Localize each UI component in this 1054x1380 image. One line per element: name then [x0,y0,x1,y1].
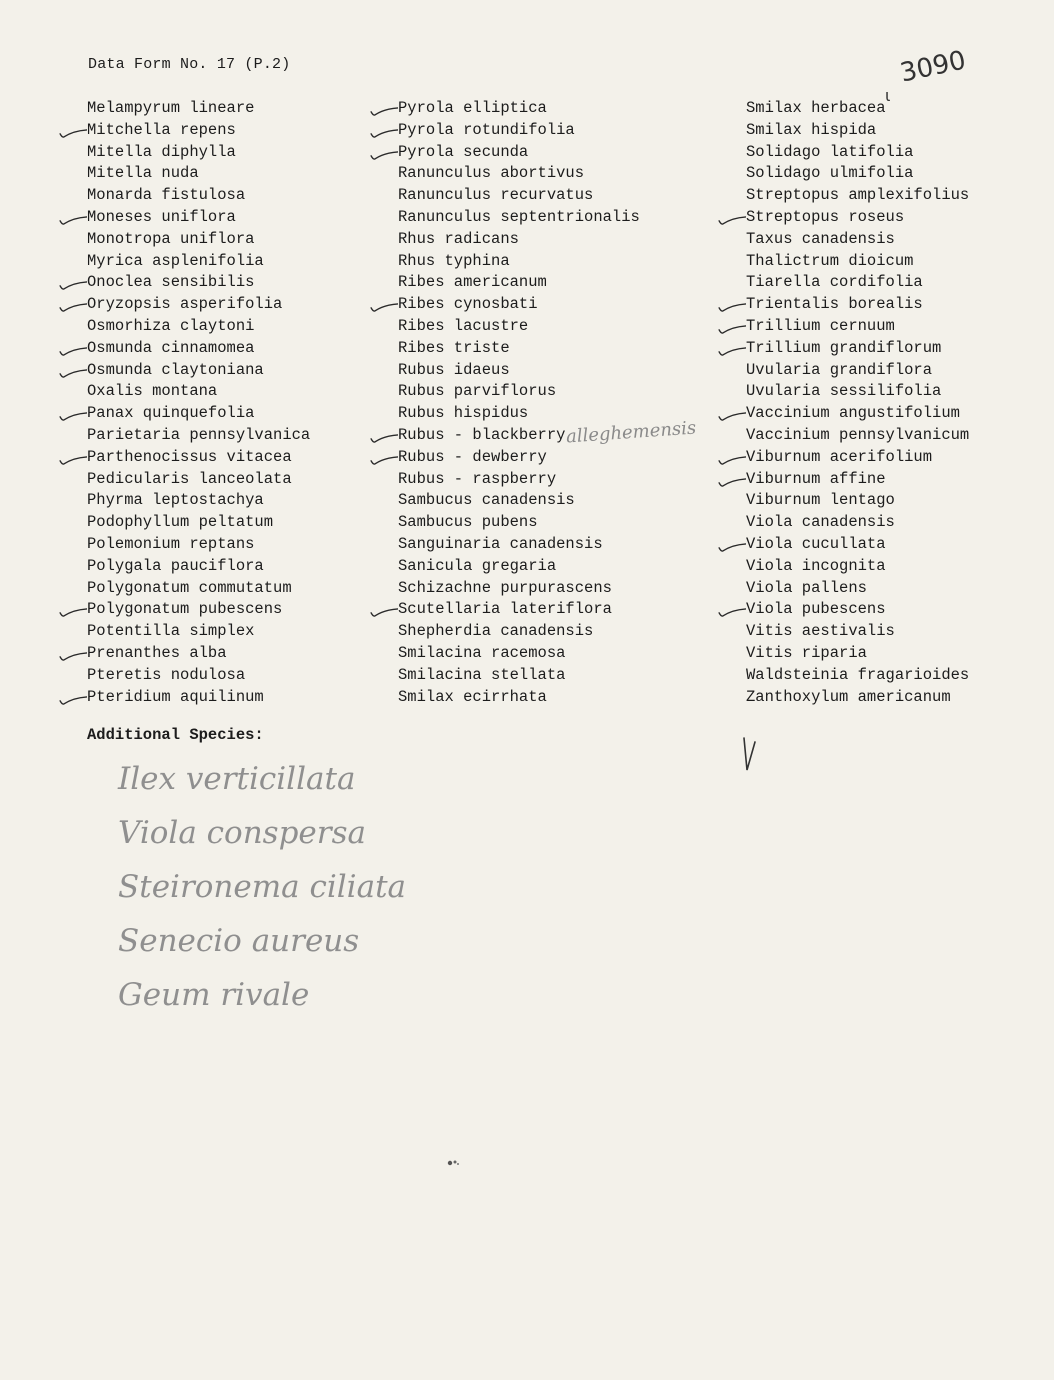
handwritten-species: Viola conspersa [118,815,366,851]
species-row [87,447,310,469]
species-name: Polygonatum commutatum [87,578,292,597]
species-name: Vaccinium angustifolium [746,404,960,423]
species-row [398,643,640,665]
species-row [746,142,969,164]
species-row [746,599,969,621]
check-mark-icon [57,403,87,425]
species-row [87,556,310,578]
species-row [746,251,969,273]
species-row [87,490,310,512]
species-row [87,251,310,273]
species-row [87,665,310,687]
species-column-1 [87,98,310,708]
species-row [398,469,640,491]
species-row [87,687,310,709]
species-name: Trientalis borealis [746,295,923,314]
species-name: Trillium cernuum [746,316,895,335]
species-name: Smilax hispida [746,120,877,139]
species-row [746,207,969,229]
species-row [87,512,310,534]
species-name: Pyrola secunda [398,142,529,161]
species-row [746,294,969,316]
species-row [398,207,640,229]
species-row [398,185,640,207]
check-mark-icon [57,687,87,709]
check-mark-icon [57,294,87,316]
species-row [398,599,640,621]
species-row [746,425,969,447]
species-row [398,447,640,469]
check-mark-icon [740,734,760,779]
species-name: Ranunculus septentrionalis [398,207,640,226]
species-name: Solidago ulmifolia [746,164,914,183]
species-name: Smilacina stellata [398,665,566,684]
species-name: Taxus canadensis [746,229,895,248]
species-row [746,338,969,360]
species-row [398,294,640,316]
species-row [87,163,310,185]
species-name: Pteretis nodulosa [87,665,246,684]
species-row [746,316,969,338]
species-name: Smilax herbacea [746,99,886,117]
species-name: Sanicula gregaria [398,556,557,575]
species-name: Viola incognita [746,556,886,575]
species-row [87,120,310,142]
check-mark-icon [716,599,746,621]
species-name: Viola canadensis [746,513,895,532]
species-name: Smilax ecirrhata [398,687,547,706]
species-name: Osmunda claytoniana [87,360,264,379]
species-name: Zanthoxylum americanum [746,687,951,706]
handwritten-species-list [118,752,406,1022]
species-row [398,229,640,251]
check-mark-icon [368,447,398,469]
check-mark-icon [57,120,87,142]
species-name: Waldsteinia fragarioides [746,665,970,684]
species-row [746,512,969,534]
species-row [398,360,640,382]
species-row [398,120,640,142]
species-name: Vitis aestivalis [746,622,895,641]
species-row [87,185,310,207]
species-row [746,163,969,185]
species-row [87,207,310,229]
check-mark-icon [716,403,746,425]
species-row [87,272,310,294]
species-row [746,665,969,687]
species-row [746,621,969,643]
species-row [398,98,640,120]
check-mark-icon [368,294,398,316]
check-mark-icon [368,98,398,120]
species-name: Ranunculus abortivus [398,164,585,183]
species-row [398,403,640,425]
handwritten-species: Ilex verticillata [118,761,356,797]
species-row [398,665,640,687]
species-row [87,578,310,600]
species-row [87,621,310,643]
species-name: Viburnum lentago [746,491,895,510]
species-name: Phyrma leptostachya [87,491,264,510]
check-mark-icon [716,469,746,491]
species-row [87,142,310,164]
species-row [746,229,969,251]
species-row [398,534,640,556]
species-name: Thalictrum dioicum [746,251,914,270]
species-name: Viola pubescens [746,600,886,619]
check-mark-icon [716,534,746,556]
check-mark-icon [57,599,87,621]
species-row [398,687,640,709]
species-row [746,360,969,382]
species-row [87,360,310,382]
species-name: Viburnum affine [746,469,886,488]
species-row [87,381,310,403]
species-row [398,163,640,185]
species-row [746,469,969,491]
species-name: Podophyllum peltatum [87,513,274,532]
species-row [398,490,640,512]
species-name: Ribes cynosbati [398,295,538,314]
species-name: Moneses uniflora [87,207,236,226]
species-row [746,578,969,600]
paper-speck [444,1156,464,1174]
check-mark-icon [716,207,746,229]
species-name: Viola cucullata [746,534,886,553]
species-name: Melampyrum lineare [87,99,255,117]
species-name: Streptopus amplexifolius [746,186,970,205]
species-row [746,687,969,709]
species-row [398,381,640,403]
species-name: Trillium grandiflorum [746,338,942,357]
species-row [746,556,969,578]
species-name: Streptopus roseus [746,207,905,226]
species-name: Monarda fistulosa [87,186,246,205]
species-name: Pyrola rotundifolia [398,120,575,139]
form-title: Data Form No. 17 (P.2) [88,56,291,73]
species-row [87,469,310,491]
species-row [398,316,640,338]
species-row [87,338,310,360]
handwritten-corner-mark: ι [885,86,891,105]
handwritten-form-number: 3090 [897,45,969,89]
check-mark-icon [57,447,87,469]
species-name: Rubus - dewberry [398,447,547,466]
check-mark-icon [57,338,87,360]
species-name: Vitis riparia [746,643,867,662]
species-row [398,512,640,534]
species-name: Parthenocissus vitacea [87,447,292,466]
species-name: Rubus - blackberry [398,425,566,444]
species-name: Rubus hispidus [398,404,529,423]
species-name: Vaccinium pennsylvanicum [746,425,970,444]
species-name: Shepherdia canadensis [398,622,594,641]
species-row [746,272,969,294]
species-name: Polemonium reptans [87,534,255,553]
species-name: Polygonatum pubescens [87,600,283,619]
check-mark-icon [368,120,398,142]
species-name: Polygala pauciflora [87,556,264,575]
species-name: Solidago latifolia [746,142,914,161]
species-name: Mitella diphylla [87,142,236,161]
species-row [398,251,640,273]
species-name: Ranunculus recurvatus [398,186,594,205]
species-name: Oxalis montana [87,382,218,401]
check-mark-icon [716,294,746,316]
species-name: Ribes americanum [398,273,547,292]
check-mark-icon [368,425,398,447]
species-name: Viola pallens [746,578,867,597]
species-name: Rubus idaeus [398,360,510,379]
species-row [746,120,969,142]
check-mark-icon [57,272,87,294]
species-row [87,534,310,556]
check-mark-icon [368,142,398,164]
species-name: Myrica asplenifolia [87,251,264,270]
check-mark-icon [368,599,398,621]
species-name: Ribes triste [398,338,510,357]
species-row [746,403,969,425]
species-name: Onoclea sensibilis [87,273,255,292]
species-name: Osmorhiza claytoni [87,316,255,335]
species-row [746,490,969,512]
species-row [87,229,310,251]
species-column-3 [746,98,969,708]
species-row [87,294,310,316]
species-name: Mitchella repens [87,120,236,139]
species-row [87,599,310,621]
species-name: Pteridium aquilinum [87,687,264,706]
species-name: Osmunda cinnamomea [87,338,255,357]
species-row [746,447,969,469]
species-row [87,403,310,425]
species-row [398,142,640,164]
check-mark-icon [57,360,87,382]
species-name: Prenanthes alba [87,643,227,662]
species-name: Sambucus pubens [398,513,538,532]
species-row [87,643,310,665]
species-name: Tiarella cordifolia [746,273,923,292]
species-row [87,316,310,338]
check-mark-icon [57,643,87,665]
species-name: Pedicularis lanceolata [87,469,292,488]
species-name: Oryzopsis asperifolia [87,295,283,314]
species-row [746,98,969,120]
check-mark-icon [716,338,746,360]
handwritten-species: Senecio aureus [118,923,360,959]
species-name: Mitella nuda [87,164,199,183]
species-name: Sambucus canadensis [398,491,575,510]
species-name: Viburnum acerifolium [746,447,933,466]
species-row [746,534,969,556]
handwritten-annotation: alleghemensis [565,417,697,448]
handwritten-species: Steironema ciliata [118,869,407,905]
species-column-2 [398,98,640,708]
check-mark-icon [716,316,746,338]
species-name: Rubus parviflorus [398,382,557,401]
species-name: Rubus - raspberry [398,469,557,488]
species-row [87,425,310,447]
species-name: Uvularia sessilifolia [746,382,942,401]
species-row [87,98,310,120]
handwritten-species: Geum rivale [118,977,310,1013]
species-row [398,556,640,578]
species-name: Rhus typhina [398,251,510,270]
species-name: Panax quinquefolia [87,404,255,423]
species-name: Scutellaria lateriflora [398,600,612,619]
species-row [398,578,640,600]
check-mark-icon [57,207,87,229]
species-name: Schizachne purpurascens [398,578,612,597]
species-row [398,621,640,643]
species-name: Smilacina racemosa [398,643,566,662]
species-name: Pyrola elliptica [398,99,547,117]
species-name: Monotropa uniflora [87,229,255,248]
species-row [398,272,640,294]
species-row [746,381,969,403]
additional-species-label: Additional Species: [87,726,264,744]
species-name: Uvularia grandiflora [746,360,933,379]
species-name: Parietaria pennsylvanica [87,425,311,444]
species-row [746,185,969,207]
species-row [398,338,640,360]
species-name: Ribes lacustre [398,316,529,335]
check-mark-icon [716,447,746,469]
species-name: Sanguinaria canadensis [398,534,603,553]
species-name: Rhus radicans [398,229,519,248]
species-name: Potentilla simplex [87,622,255,641]
species-row [746,643,969,665]
